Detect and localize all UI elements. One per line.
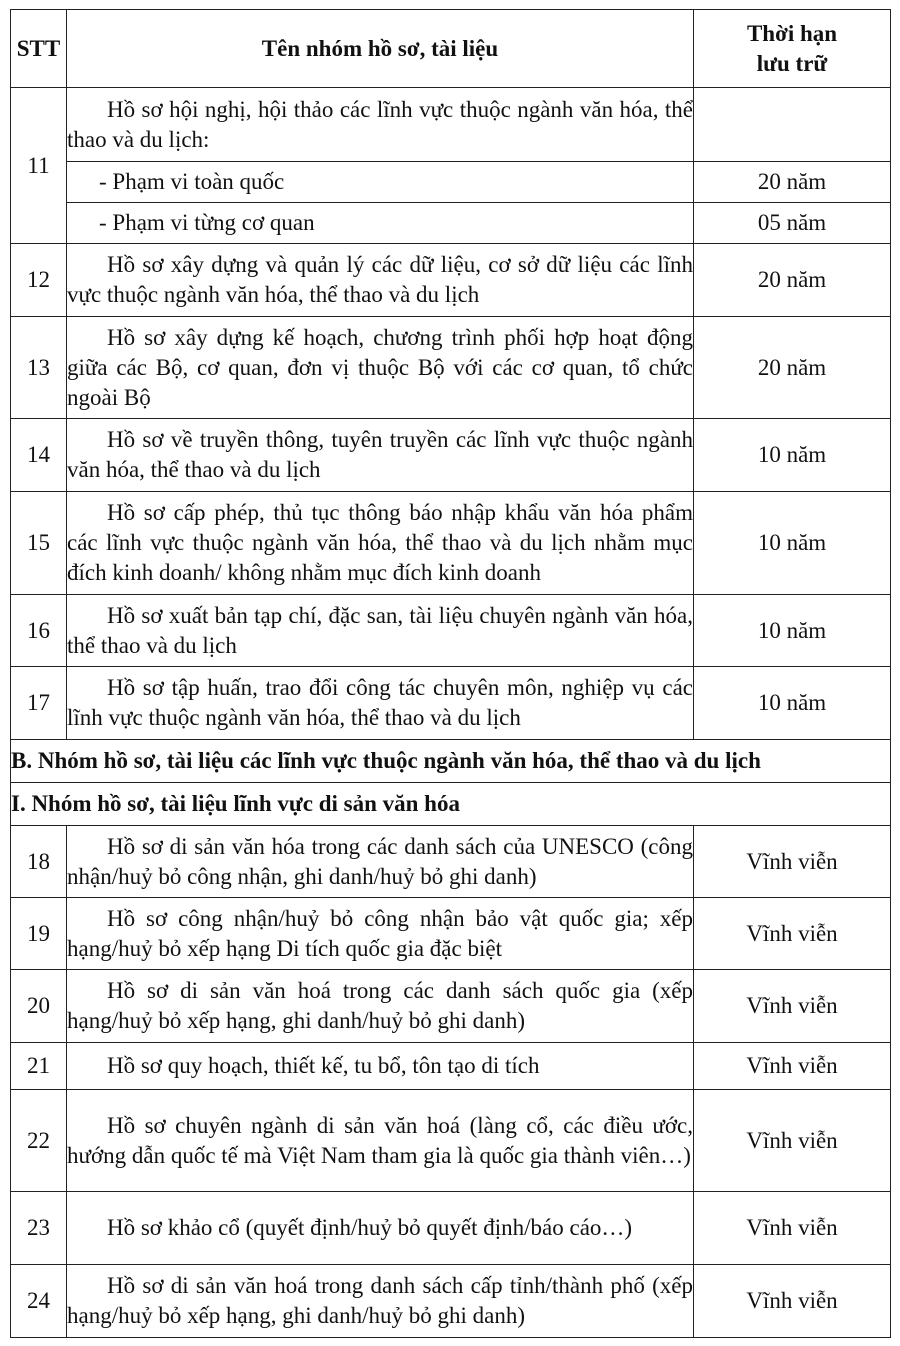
subrow-name: - Phạm vi từng cơ quan xyxy=(67,203,694,244)
section-row xyxy=(11,740,891,783)
row-stt: 12 xyxy=(11,244,67,317)
row-name xyxy=(67,317,694,419)
row-stt: 14 xyxy=(11,419,67,492)
row-name xyxy=(67,419,694,492)
row-stt: 16 xyxy=(11,595,67,667)
table-row xyxy=(11,244,891,317)
row-name-text: Hồ sơ về truyền thông, tuyên truyền các lĩnh vực thuộc ngành văn hóa, thể thao và du lịch xyxy=(67,427,693,482)
row-term: Vĩnh viễn xyxy=(694,826,891,898)
row-name xyxy=(67,1265,694,1338)
row-term: Vĩnh viễn xyxy=(694,970,891,1043)
row-name-text: Hồ sơ di sản văn hóa trong các danh sách của UNESCO (công nhận/huỷ bỏ công nhận, ghi danh/huỷ bỏ ghi danh) xyxy=(67,833,693,889)
row-stt: 20 xyxy=(11,970,67,1043)
header-name: Tên nhóm hồ sơ, tài liệu xyxy=(67,10,694,88)
row-term: 20 năm xyxy=(694,317,891,419)
row-name xyxy=(67,244,694,317)
row-term: 20 năm xyxy=(694,244,891,317)
section-b-heading: B. Nhóm hồ sơ, tài liệu các lĩnh vực thuộc ngành văn hóa, thể thao và du lịch xyxy=(11,740,891,783)
row-name-text: Hồ sơ xây dựng và quản lý các dữ liệu, cơ sở dữ liệu các lĩnh vực thuộc ngành văn hóa, thể thao và du lịch xyxy=(67,252,693,307)
table-row xyxy=(11,970,891,1043)
header-stt: STT xyxy=(11,10,67,88)
row-term: 10 năm xyxy=(694,419,891,492)
table-row xyxy=(11,1043,891,1090)
row-term: 10 năm xyxy=(694,595,891,667)
row-name-text: Hồ sơ cấp phép, thủ tục thông báo nhập khẩu văn hóa phẩm các lĩnh vực thuộc ngành văn hóa, thể thao và du lịch nhằm mục đích kinh doanh/ không nhằm mục đích kinh doanh xyxy=(67,500,693,585)
table-row xyxy=(11,595,891,667)
row-stt: 11 xyxy=(11,88,67,244)
row-stt: 15 xyxy=(11,492,67,595)
table-row xyxy=(11,1265,891,1338)
row-name-text: Hồ sơ tập huấn, trao đổi công tác chuyên môn, nghiệp vụ các lĩnh vực thuộc ngành văn hóa, thể thao và du lịch xyxy=(67,675,693,730)
table-row xyxy=(11,317,891,419)
row-name xyxy=(67,1192,694,1265)
row-stt: 22 xyxy=(11,1090,67,1192)
row-name-text: Hồ sơ xuất bản tạp chí, đặc san, tài liệu chuyên ngành văn hóa, thể thao và du lịch xyxy=(67,602,693,658)
section-i-heading: I. Nhóm hồ sơ, tài liệu lĩnh vực di sản văn hóa xyxy=(11,783,891,826)
table-row xyxy=(11,1192,891,1265)
row-name-text: Hồ sơ công nhận/huỷ bỏ công nhận bảo vật quốc gia; xếp hạng/huỷ bỏ xếp hạng Di tích quốc gia đặc biệt xyxy=(67,905,693,961)
row-term: Vĩnh viễn xyxy=(694,1043,891,1090)
row-name-text: Hồ sơ khảo cổ (quyết định/huỷ bỏ quyết định/báo cáo…) xyxy=(107,1215,633,1240)
row-name-text: Hồ sơ quy hoạch, thiết kế, tu bổ, tôn tạo di tích xyxy=(107,1053,540,1078)
row-name-text: Hồ sơ xây dựng kế hoạch, chương trình phối hợp hoạt động giữa các Bộ, cơ quan, đơn vị thuộc Bộ với các cơ quan, tổ chức ngoài Bộ xyxy=(67,324,693,410)
subrow-term: 05 năm xyxy=(694,203,891,244)
row-name xyxy=(67,492,694,595)
section-row xyxy=(11,783,891,826)
row-stt: 24 xyxy=(11,1265,67,1338)
row-term: 10 năm xyxy=(694,667,891,740)
header-row xyxy=(11,10,891,88)
row-term: Vĩnh viễn xyxy=(694,1265,891,1338)
subrow-name: - Phạm vi toàn quốc xyxy=(67,162,694,203)
row-name xyxy=(67,826,694,898)
row-name xyxy=(67,1043,694,1090)
row-stt: 19 xyxy=(11,898,67,970)
row-name xyxy=(67,595,694,667)
row-stt: 17 xyxy=(11,667,67,740)
row-term: Vĩnh viễn xyxy=(694,898,891,970)
table-subrow xyxy=(11,203,891,244)
table-subrow xyxy=(11,162,891,203)
row-name-text: Hồ sơ di sản văn hoá trong danh sách cấp tỉnh/thành phố (xếp hạng/huỷ bỏ xếp hạng, ghi danh/huỷ bỏ ghi danh) xyxy=(67,1273,693,1328)
header-term: Thời hạn lưu trữ xyxy=(694,10,891,88)
row-name xyxy=(67,1090,694,1192)
row-term: Vĩnh viễn xyxy=(694,1192,891,1265)
row-stt: 21 xyxy=(11,1043,67,1090)
row-term: 10 năm xyxy=(694,492,891,595)
row-name-text: Hồ sơ di sản văn hoá trong các danh sách quốc gia (xếp hạng/huỷ bỏ xếp hạng, ghi danh/huỷ bỏ ghi danh) xyxy=(67,978,693,1033)
table-row xyxy=(11,826,891,898)
table-row xyxy=(11,898,891,970)
row-stt: 18 xyxy=(11,826,67,898)
table-row xyxy=(11,88,891,162)
row-name xyxy=(67,970,694,1043)
table-row xyxy=(11,419,891,492)
row-term: Vĩnh viễn xyxy=(694,1090,891,1192)
row-name-text: Hồ sơ chuyên ngành di sản văn hoá (làng cổ, các điều ước, hướng dẫn quốc tế mà Việt Nam tham gia là quốc gia thành viên…) xyxy=(67,1112,693,1168)
row-name xyxy=(67,88,694,162)
row-name xyxy=(67,898,694,970)
records-retention-table xyxy=(10,9,891,1338)
row-name-text: Hồ sơ hội nghị, hội thảo các lĩnh vực thuộc ngành văn hóa, thể thao và du lịch: xyxy=(67,96,693,152)
table-row xyxy=(11,1090,891,1192)
table-row xyxy=(11,667,891,740)
row-term-empty xyxy=(694,88,891,162)
table-row xyxy=(11,492,891,595)
subrow-term: 20 năm xyxy=(694,162,891,203)
row-name xyxy=(67,667,694,740)
row-stt: 23 xyxy=(11,1192,67,1265)
row-stt: 13 xyxy=(11,317,67,419)
